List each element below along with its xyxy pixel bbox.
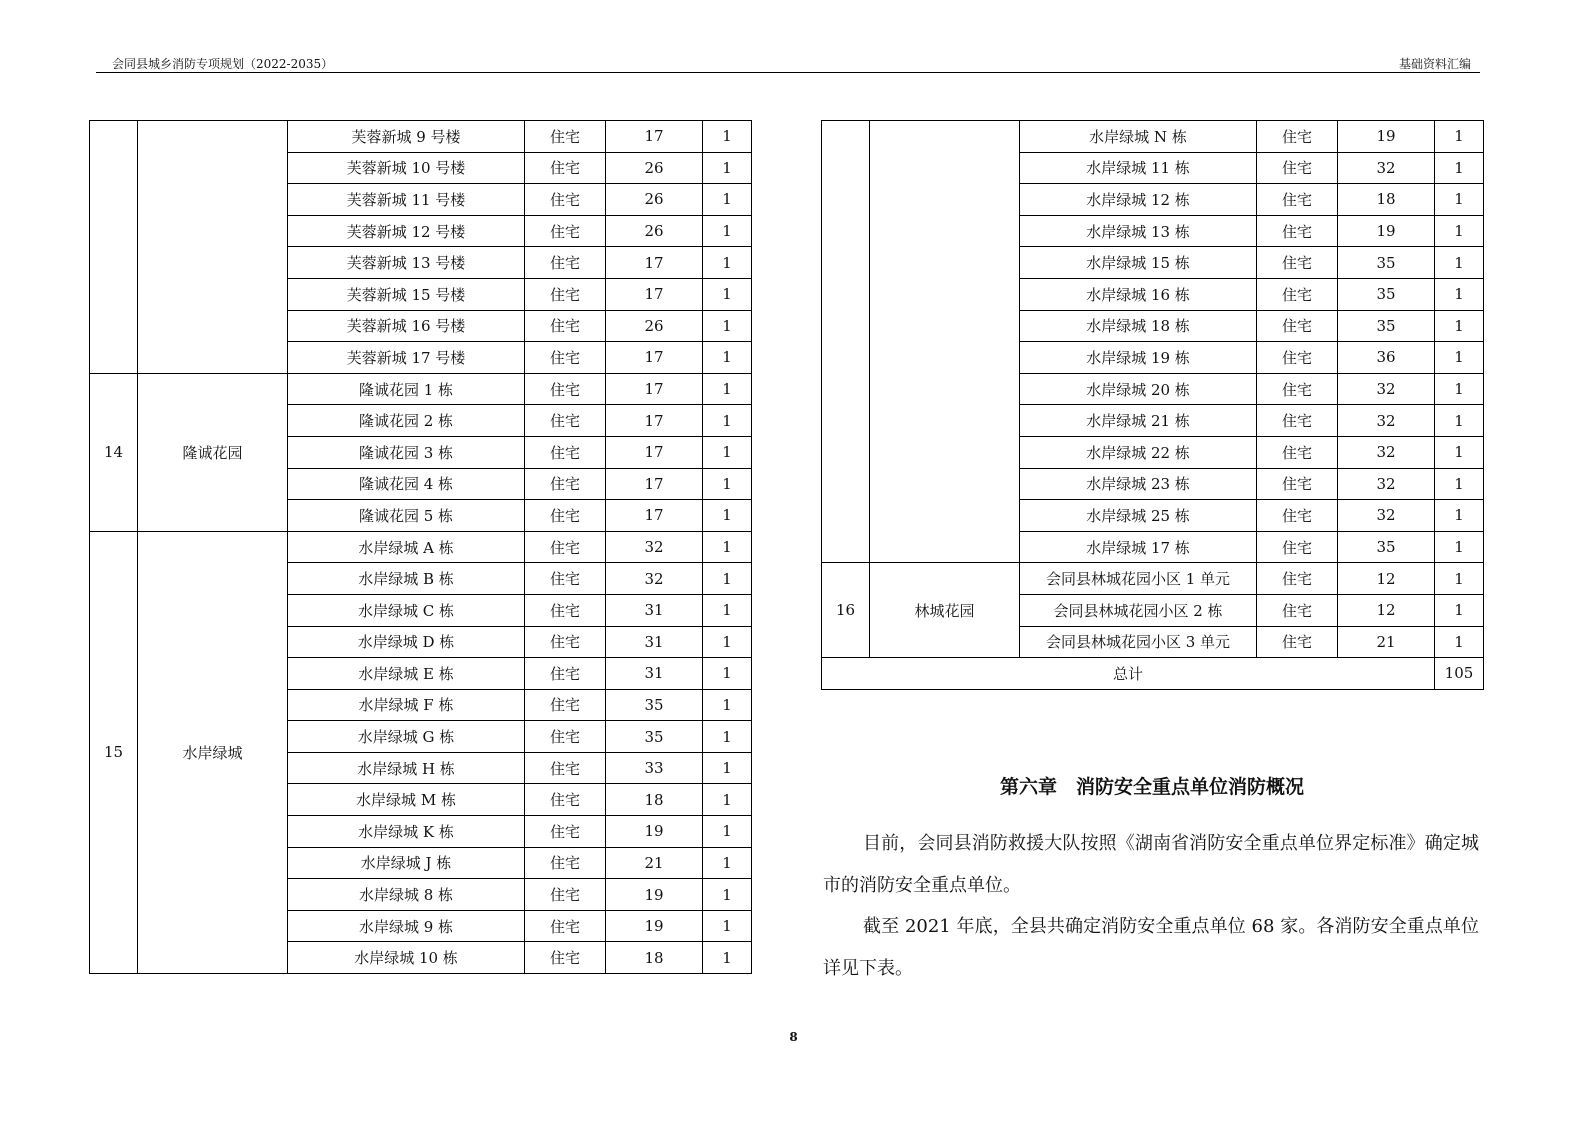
building-count-cell: 1: [1435, 247, 1484, 279]
floor-count-cell: 12: [1338, 563, 1435, 595]
floor-count-cell: 32: [1338, 436, 1435, 468]
floor-count-cell: 18: [1338, 184, 1435, 216]
building-name-cell: 芙蓉新城 12 号楼: [288, 215, 525, 247]
building-count-cell: 1: [703, 247, 752, 279]
building-type-cell: 住宅: [1257, 563, 1338, 595]
building-type-cell: 住宅: [525, 784, 606, 816]
building-type-cell: 住宅: [1257, 278, 1338, 310]
floor-count-cell: 19: [606, 879, 703, 911]
building-name-cell: 水岸绿城 25 栋: [1020, 500, 1257, 532]
floor-count-cell: 26: [606, 310, 703, 342]
building-type-cell: 住宅: [525, 563, 606, 595]
building-name-cell: 水岸绿城 G 栋: [288, 721, 525, 753]
building-count-cell: 1: [1435, 594, 1484, 626]
building-name-cell: 芙蓉新城 10 号楼: [288, 152, 525, 184]
building-type-cell: 住宅: [525, 184, 606, 216]
building-count-cell: 1: [703, 594, 752, 626]
building-name-cell: 水岸绿城 9 栋: [288, 910, 525, 942]
floor-count-cell: 31: [606, 594, 703, 626]
floor-count-cell: 17: [606, 436, 703, 468]
building-type-cell: 住宅: [525, 215, 606, 247]
floor-count-cell: 12: [1338, 594, 1435, 626]
building-type-cell: 住宅: [525, 910, 606, 942]
building-count-cell: 1: [703, 721, 752, 753]
group-name-cell: [138, 121, 288, 374]
building-count-cell: 1: [703, 942, 752, 974]
building-type-cell: 住宅: [1257, 373, 1338, 405]
floor-count-cell: 17: [606, 247, 703, 279]
floor-count-cell: 26: [606, 184, 703, 216]
building-type-cell: 住宅: [525, 721, 606, 753]
building-name-cell: 芙蓉新城 11 号楼: [288, 184, 525, 216]
building-type-cell: 住宅: [525, 373, 606, 405]
page-number: 8: [789, 1030, 798, 1044]
chapter-title: 第六章 消防安全重点单位消防概况: [999, 776, 1304, 798]
building-name-cell: 水岸绿城 C 栋: [288, 594, 525, 626]
table-row: [822, 121, 1484, 153]
total-label-cell: 总计: [822, 658, 1435, 690]
building-count-cell: 1: [703, 468, 752, 500]
building-type-cell: 住宅: [525, 658, 606, 690]
building-count-cell: 1: [703, 121, 752, 153]
group-number-cell: 15: [90, 531, 138, 973]
building-name-cell: 隆诚花园 5 栋: [288, 500, 525, 532]
building-count-cell: 1: [703, 689, 752, 721]
building-type-cell: 住宅: [1257, 594, 1338, 626]
building-name-cell: 水岸绿城 A 栋: [288, 531, 525, 563]
floor-count-cell: 31: [606, 658, 703, 690]
building-type-cell: 住宅: [525, 468, 606, 500]
building-type-cell: 住宅: [525, 847, 606, 879]
floor-count-cell: 17: [606, 405, 703, 437]
floor-count-cell: 31: [606, 626, 703, 658]
floor-count-cell: 17: [606, 121, 703, 153]
building-name-cell: 水岸绿城 23 栋: [1020, 468, 1257, 500]
body-paragraph: 截至 2021 年底，全县共确定消防安全重点单位 68 家。各消防安全重点单位详见下表。: [823, 916, 1479, 979]
floor-count-cell: 19: [1338, 215, 1435, 247]
building-type-cell: 住宅: [525, 436, 606, 468]
building-count-cell: 1: [703, 816, 752, 848]
building-count-cell: 1: [703, 436, 752, 468]
building-type-cell: 住宅: [525, 816, 606, 848]
building-count-cell: 1: [1435, 373, 1484, 405]
group-number-cell: [90, 121, 138, 374]
building-type-cell: 住宅: [525, 500, 606, 532]
floor-count-cell: 17: [606, 278, 703, 310]
total-value-cell: 105: [1435, 658, 1484, 690]
building-count-cell: 1: [1435, 405, 1484, 437]
group-name-cell: 隆诚花园: [138, 373, 288, 531]
floor-count-cell: 21: [1338, 626, 1435, 658]
building-type-cell: 住宅: [525, 689, 606, 721]
building-type-cell: 住宅: [1257, 215, 1338, 247]
building-type-cell: 住宅: [525, 942, 606, 974]
building-name-cell: 会同县林城花园小区 2 栋: [1020, 594, 1257, 626]
group-number-cell: [822, 121, 870, 563]
floor-count-cell: 19: [606, 816, 703, 848]
building-name-cell: 水岸绿城 D 栋: [288, 626, 525, 658]
building-count-cell: 1: [703, 626, 752, 658]
building-name-cell: 水岸绿城 F 栋: [288, 689, 525, 721]
floor-count-cell: 35: [606, 721, 703, 753]
floor-count-cell: 35: [1338, 278, 1435, 310]
building-count-cell: 1: [703, 500, 752, 532]
floor-count-cell: 32: [606, 563, 703, 595]
floor-count-cell: 19: [1338, 121, 1435, 153]
building-count-cell: 1: [1435, 310, 1484, 342]
building-name-cell: 水岸绿城 22 栋: [1020, 436, 1257, 468]
building-name-cell: 隆诚花园 1 栋: [288, 373, 525, 405]
floor-count-cell: 21: [606, 847, 703, 879]
building-count-cell: 1: [1435, 121, 1484, 153]
building-name-cell: 水岸绿城 N 栋: [1020, 121, 1257, 153]
total-row: [822, 658, 1484, 690]
floor-count-cell: 32: [1338, 500, 1435, 532]
building-count-cell: 1: [703, 910, 752, 942]
header-rule: [96, 72, 1480, 73]
building-type-cell: 住宅: [525, 626, 606, 658]
building-type-cell: 住宅: [1257, 152, 1338, 184]
building-count-cell: 1: [1435, 500, 1484, 532]
building-type-cell: 住宅: [525, 247, 606, 279]
building-name-cell: 水岸绿城 16 栋: [1020, 278, 1257, 310]
building-name-cell: 水岸绿城 19 栋: [1020, 342, 1257, 374]
building-name-cell: 水岸绿城 J 栋: [288, 847, 525, 879]
building-name-cell: 芙蓉新城 17 号楼: [288, 342, 525, 374]
building-type-cell: 住宅: [1257, 405, 1338, 437]
building-name-cell: 芙蓉新城 13 号楼: [288, 247, 525, 279]
building-type-cell: 住宅: [1257, 436, 1338, 468]
group-name-cell: 水岸绿城: [138, 531, 288, 973]
floor-count-cell: 32: [1338, 405, 1435, 437]
building-name-cell: 水岸绿城 21 栋: [1020, 405, 1257, 437]
building-type-cell: 住宅: [1257, 500, 1338, 532]
floor-count-cell: 35: [606, 689, 703, 721]
building-type-cell: 住宅: [525, 594, 606, 626]
building-count-cell: 1: [703, 879, 752, 911]
building-count-cell: 1: [1435, 468, 1484, 500]
building-count-cell: 1: [703, 373, 752, 405]
building-count-cell: 1: [1435, 436, 1484, 468]
building-count-cell: 1: [1435, 342, 1484, 374]
floor-count-cell: 32: [1338, 152, 1435, 184]
building-name-cell: 水岸绿城 17 栋: [1020, 531, 1257, 563]
floor-count-cell: 17: [606, 468, 703, 500]
floor-count-cell: 32: [606, 531, 703, 563]
building-name-cell: 芙蓉新城 16 号楼: [288, 310, 525, 342]
building-name-cell: 水岸绿城 20 栋: [1020, 373, 1257, 405]
building-count-cell: 1: [1435, 531, 1484, 563]
building-count-cell: 1: [703, 563, 752, 595]
building-type-cell: 住宅: [525, 879, 606, 911]
floor-count-cell: 35: [1338, 310, 1435, 342]
floor-count-cell: 26: [606, 152, 703, 184]
building-count-cell: 1: [703, 784, 752, 816]
building-count-cell: 1: [703, 310, 752, 342]
building-type-cell: 住宅: [1257, 184, 1338, 216]
building-count-cell: 1: [703, 278, 752, 310]
building-type-cell: 住宅: [525, 342, 606, 374]
building-type-cell: 住宅: [1257, 626, 1338, 658]
building-type-cell: 住宅: [1257, 468, 1338, 500]
building-count-cell: 1: [703, 152, 752, 184]
building-name-cell: 水岸绿城 18 栋: [1020, 310, 1257, 342]
building-name-cell: 水岸绿城 K 栋: [288, 816, 525, 848]
building-type-cell: 住宅: [525, 121, 606, 153]
building-table-left: [89, 120, 752, 974]
building-name-cell: 水岸绿城 E 栋: [288, 658, 525, 690]
group-number-cell: 14: [90, 373, 138, 531]
table-row: [90, 373, 752, 405]
building-count-cell: 1: [1435, 215, 1484, 247]
floor-count-cell: 18: [606, 784, 703, 816]
building-name-cell: 会同县林城花园小区 3 单元: [1020, 626, 1257, 658]
building-name-cell: 水岸绿城 H 栋: [288, 752, 525, 784]
floor-count-cell: 17: [606, 500, 703, 532]
building-count-cell: 1: [703, 658, 752, 690]
floor-count-cell: 17: [606, 342, 703, 374]
floor-count-cell: 35: [1338, 247, 1435, 279]
building-name-cell: 芙蓉新城 9 号楼: [288, 121, 525, 153]
floor-count-cell: 18: [606, 942, 703, 974]
table-row: [90, 121, 752, 153]
building-count-cell: 1: [703, 752, 752, 784]
building-type-cell: 住宅: [525, 531, 606, 563]
header-right-title: 基础资料汇编: [1398, 57, 1471, 71]
building-type-cell: 住宅: [525, 405, 606, 437]
building-count-cell: 1: [703, 342, 752, 374]
building-type-cell: 住宅: [525, 752, 606, 784]
floor-count-cell: 33: [606, 752, 703, 784]
building-name-cell: 水岸绿城 B 栋: [288, 563, 525, 595]
floor-count-cell: 32: [1338, 373, 1435, 405]
building-type-cell: 住宅: [1257, 342, 1338, 374]
building-count-cell: 1: [1435, 184, 1484, 216]
building-name-cell: 芙蓉新城 15 号楼: [288, 278, 525, 310]
building-count-cell: 1: [1435, 278, 1484, 310]
building-name-cell: 会同县林城花园小区 1 单元: [1020, 563, 1257, 595]
building-type-cell: 住宅: [525, 152, 606, 184]
building-count-cell: 1: [1435, 563, 1484, 595]
building-type-cell: 住宅: [1257, 121, 1338, 153]
building-name-cell: 水岸绿城 11 栋: [1020, 152, 1257, 184]
building-type-cell: 住宅: [1257, 247, 1338, 279]
building-count-cell: 1: [703, 847, 752, 879]
header-left-title: 会同县城乡消防专项规划（2022-2035）: [112, 57, 334, 71]
building-name-cell: 隆诚花园 2 栋: [288, 405, 525, 437]
building-count-cell: 1: [703, 215, 752, 247]
body-paragraph: 目前，会同县消防救援大队按照《湖南省消防安全重点单位界定标准》确定城市的消防安全重点单位。: [823, 833, 1479, 896]
building-count-cell: 1: [703, 405, 752, 437]
table-row: [822, 563, 1484, 595]
building-name-cell: 水岸绿城 10 栋: [288, 942, 525, 974]
building-name-cell: 水岸绿城 15 栋: [1020, 247, 1257, 279]
group-name-cell: [870, 121, 1020, 563]
building-name-cell: 隆诚花园 4 栋: [288, 468, 525, 500]
floor-count-cell: 36: [1338, 342, 1435, 374]
building-type-cell: 住宅: [525, 310, 606, 342]
floor-count-cell: 35: [1338, 531, 1435, 563]
table-row: [90, 531, 752, 563]
building-name-cell: 水岸绿城 8 栋: [288, 879, 525, 911]
building-type-cell: 住宅: [525, 278, 606, 310]
building-count-cell: 1: [703, 184, 752, 216]
group-name-cell: 林城花园: [870, 563, 1020, 658]
floor-count-cell: 26: [606, 215, 703, 247]
building-name-cell: 隆诚花园 3 栋: [288, 436, 525, 468]
group-number-cell: 16: [822, 563, 870, 658]
building-count-cell: 1: [1435, 152, 1484, 184]
building-name-cell: 水岸绿城 M 栋: [288, 784, 525, 816]
building-type-cell: 住宅: [1257, 531, 1338, 563]
building-type-cell: 住宅: [1257, 310, 1338, 342]
building-table-right: [821, 120, 1484, 690]
floor-count-cell: 17: [606, 373, 703, 405]
floor-count-cell: 19: [606, 910, 703, 942]
building-count-cell: 1: [703, 531, 752, 563]
floor-count-cell: 32: [1338, 468, 1435, 500]
building-name-cell: 水岸绿城 13 栋: [1020, 215, 1257, 247]
building-name-cell: 水岸绿城 12 栋: [1020, 184, 1257, 216]
building-count-cell: 1: [1435, 626, 1484, 658]
